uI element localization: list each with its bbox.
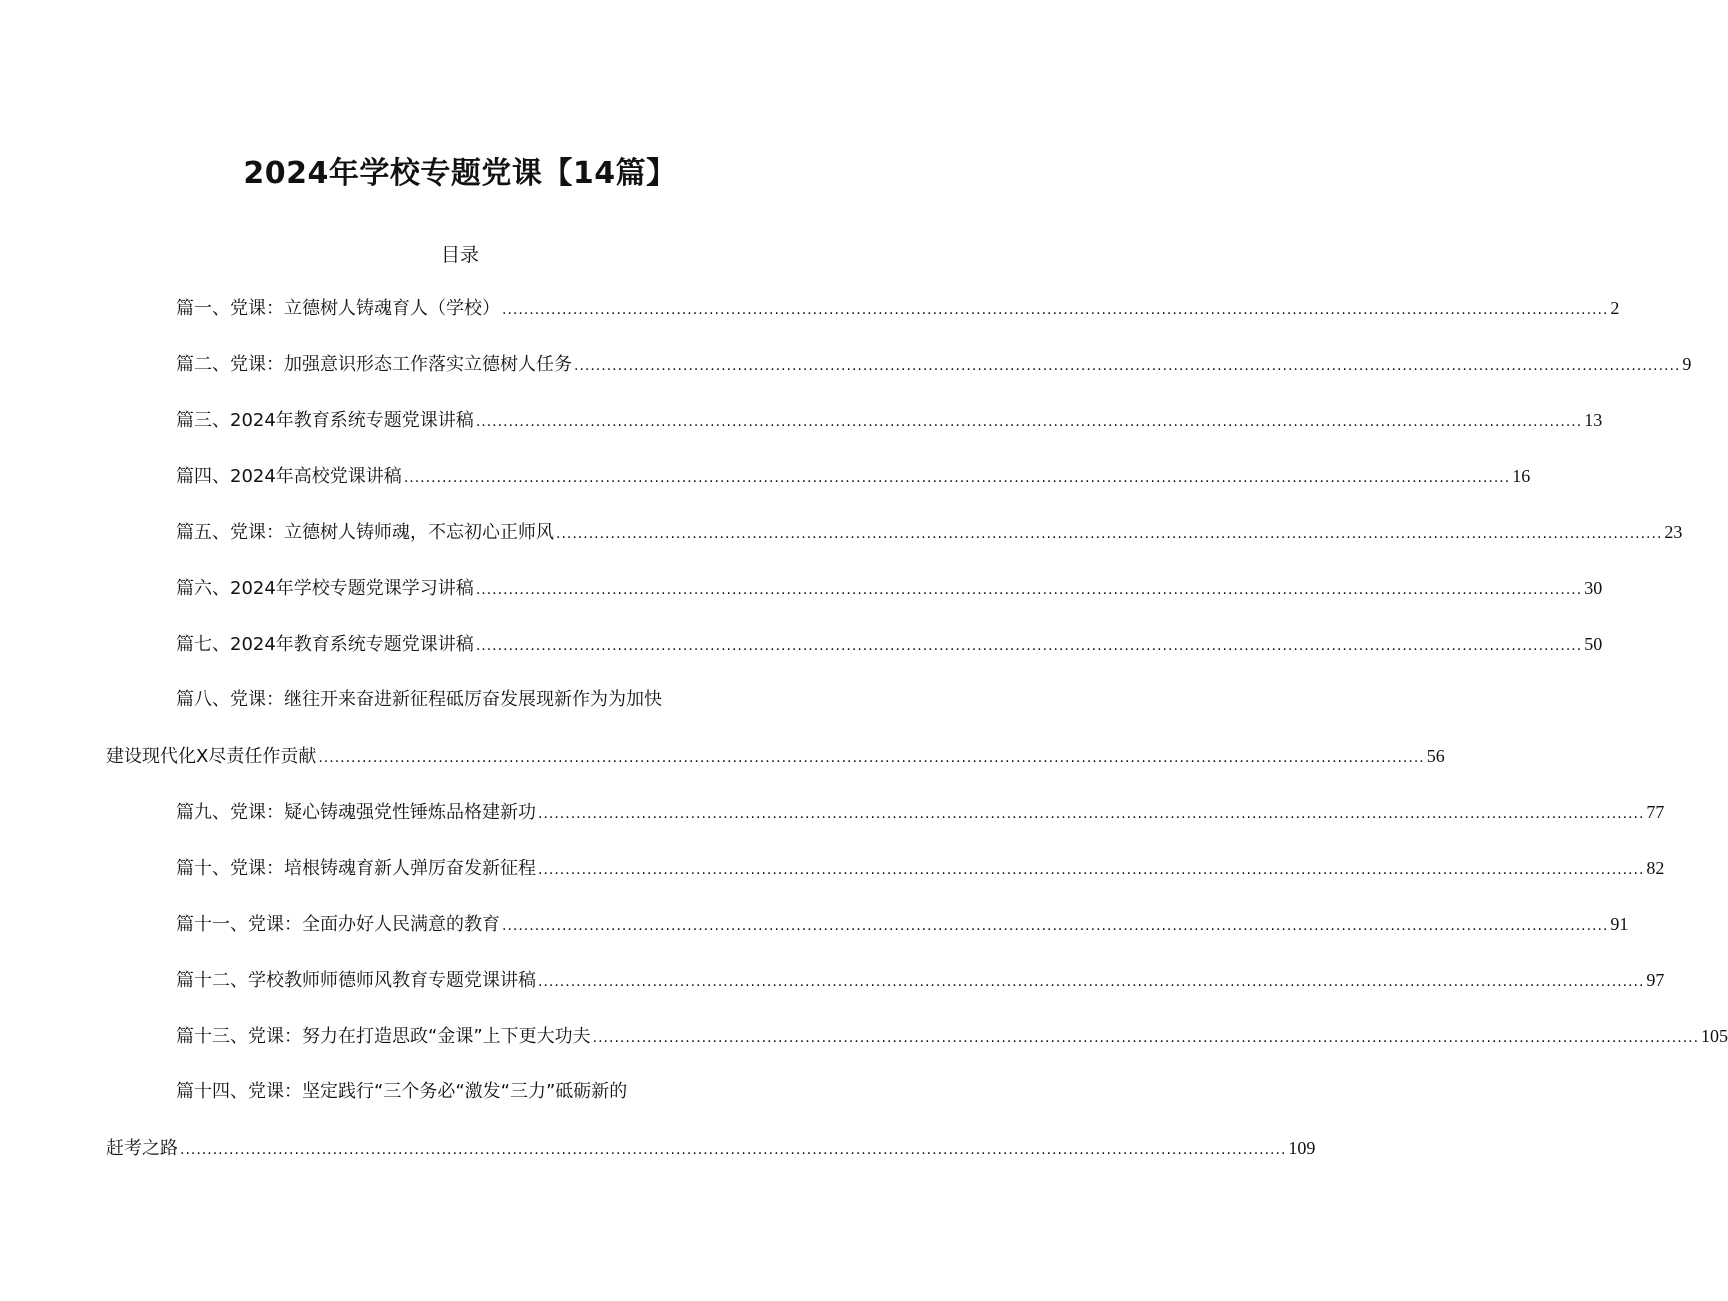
toc-leader-dots: ........................................................................................................................................................................................................... — [475, 414, 1583, 430]
toc-leader-dots: ........................................................................................................................................................................................................... — [475, 638, 1583, 654]
toc-entry[interactable] — [176, 631, 1603, 657]
document-title: 2024年学校专题党课【14篇】 — [243, 156, 677, 191]
toc-entry-page: 109 — [1288, 1138, 1316, 1158]
toc-entry-title: 篇四、2024年高校党课讲稿 — [176, 466, 402, 487]
toc-entry-title: 篇十三、党课：努力在打造思政“金课”上下更大功夫 — [176, 1026, 591, 1047]
toc-leader-dots: ........................................................................................................................................................................................................... — [574, 358, 1681, 374]
toc-entry-page: 82 — [1646, 858, 1665, 878]
toc-entry[interactable] — [106, 743, 1445, 769]
toc-leader-dots: ........................................................................................................................................................................................................... — [502, 302, 1609, 318]
toc-leader-dots: ........................................................................................................................................................................................................... — [538, 974, 1645, 990]
toc-entry-page: 2 — [1610, 298, 1620, 318]
toc-entry[interactable] — [176, 575, 1603, 601]
toc-entry-page: 30 — [1584, 578, 1603, 598]
toc-leader-dots: ........................................................................................................................................................................................................... — [592, 1030, 1700, 1046]
toc-entry[interactable] — [106, 1135, 1316, 1161]
toc-heading: 目录 — [440, 244, 479, 266]
toc-entry[interactable] — [176, 855, 1665, 881]
toc-entry-title: 篇二、党课：加强意识形态工作落实立德树人任务 — [176, 354, 572, 375]
toc-entry-title: 篇一、党课：立德树人铸魂育人（学校） — [176, 298, 500, 319]
toc-entry-page: 77 — [1646, 802, 1665, 822]
toc-entry[interactable] — [176, 799, 1665, 825]
toc-leader-dots: ........................................................................................................................................................................................................... — [538, 862, 1645, 878]
toc-leader-dots: ........................................................................................................................................................................................................... — [475, 582, 1583, 598]
toc-entry-title: 篇十二、学校教师师德师风教育专题党课讲稿 — [176, 970, 536, 991]
toc-entry-page: 105 — [1701, 1026, 1728, 1046]
toc-entry[interactable] — [176, 463, 1531, 489]
toc-entry-title: 篇九、党课：疑心铸魂强党性锤炼品格建新功 — [176, 802, 536, 823]
toc-entry-page: 16 — [1512, 466, 1531, 486]
toc-entry-page: 23 — [1664, 522, 1683, 542]
toc-entry-title[interactable]: 篇八、党课：继往开来奋进新征程砥厉奋发展现新作为为加快 — [176, 689, 662, 710]
toc-leader-dots: ........................................................................................................................................................................................................... — [538, 806, 1645, 822]
toc-entry-page: 9 — [1682, 354, 1692, 374]
toc-entry-title[interactable]: 篇十四、党课：坚定践行“三个务必“激发“三力”砥砺新的 — [176, 1081, 628, 1102]
toc-entry-page: 13 — [1584, 410, 1603, 430]
toc-entry[interactable] — [176, 407, 1603, 433]
toc-entry-title: 篇六、2024年学校专题党课学习讲稿 — [176, 578, 474, 599]
toc-entry-page: 91 — [1610, 914, 1629, 934]
toc-leader-dots: ........................................................................................................................................................................................................... — [180, 1142, 1287, 1158]
toc-entry-title: 篇七、2024年教育系统专题党课讲稿 — [176, 634, 474, 655]
toc-leader-dots: ........................................................................................................................................................................................................... — [318, 750, 1425, 766]
toc-entry[interactable] — [176, 519, 1683, 545]
toc-entry-title: 篇五、党课：立德树人铸师魂，不忘初心正师风 — [176, 522, 554, 543]
toc-entry-page: 56 — [1426, 746, 1445, 766]
toc-entry[interactable] — [176, 911, 1629, 937]
toc-entry-page: 97 — [1646, 970, 1665, 990]
toc-entry[interactable] — [176, 351, 1692, 377]
toc-leader-dots: ........................................................................................................................................................................................................... — [403, 470, 1511, 486]
toc-entry-title-continued: 建设现代化X尽责任作贡献 — [106, 746, 317, 767]
toc-entry-page: 50 — [1584, 634, 1603, 654]
toc-leader-dots: ........................................................................................................................................................................................................... — [502, 918, 1609, 934]
toc-entry[interactable] — [176, 1023, 1728, 1049]
toc-entry-title: 篇三、2024年教育系统专题党课讲稿 — [176, 410, 474, 431]
toc-entry-title: 篇十一、党课：全面办好人民满意的教育 — [176, 914, 500, 935]
toc-entry-title-continued: 赶考之路 — [106, 1138, 178, 1159]
toc-leader-dots: ........................................................................................................................................................................................................... — [556, 526, 1663, 542]
toc-entry-title: 篇十、党课：培根铸魂育新人弹厉奋发新征程 — [176, 858, 536, 879]
toc-entry[interactable] — [176, 967, 1665, 993]
toc-entry[interactable] — [176, 295, 1620, 321]
